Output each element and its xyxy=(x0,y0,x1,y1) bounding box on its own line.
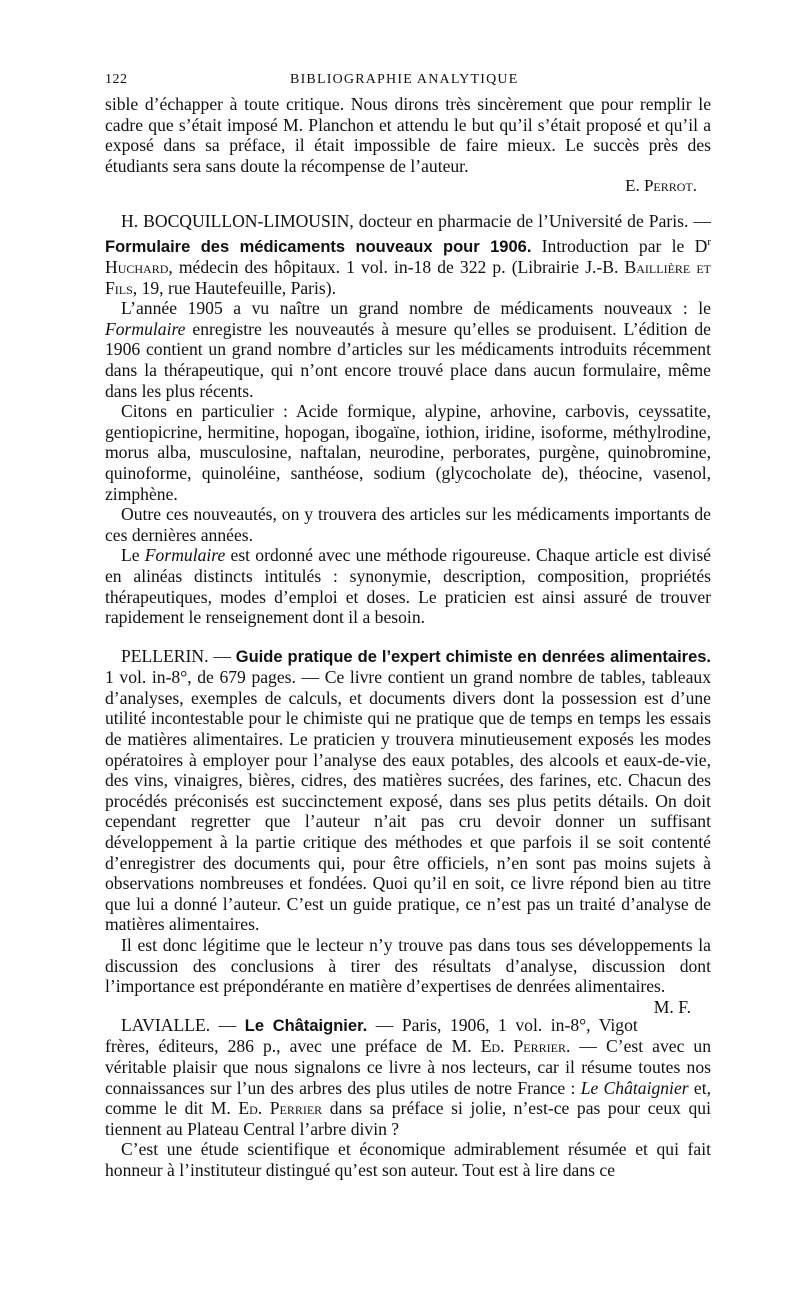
review-paragraph xyxy=(105,935,711,1017)
book-title: Le Châtaignier. xyxy=(244,1016,368,1035)
review-signature: M. F. xyxy=(653,996,691,1017)
preface-author: Ed. Perrier. xyxy=(480,1036,571,1057)
review-paragraph: Outre ces nouveautés, on y trouvera des articles sur les médicaments importants de ces dernières années. xyxy=(105,504,711,545)
review-paragraph: sible d’échapper à toute critique. Nous dirons très sincèrement que pour remplir le cadre que s’était imposé M. Planchon et attendu le but qu’il s’était proposé et qu’il a exposé dans sa préface, il était impossible de faire mieux. Le succès près des étudiants sera sans doute la récompense de l’auteur. xyxy=(105,94,711,176)
text-run: — Paris, 1906, 1 vol. in-8°, Vigot frères, éditeurs, 286 p., avec une préface de M. xyxy=(105,1014,638,1057)
preface-author: Ed. Perrier xyxy=(238,1098,323,1119)
text-run: enregistre les nouveautés à mesure qu’elles se produisent. L’édition de 1906 contient un grand nombre d’articles sur les médicaments introduits récemment dans la thérapeutique, qui n’ont encore trouvé place dans aucun formulaire, même dans les plus récents. xyxy=(105,318,711,401)
text-run: — xyxy=(210,1014,245,1035)
text-run: et, comme le dit M. xyxy=(105,1077,711,1119)
text-run: — xyxy=(208,645,236,666)
text-run: — C’est avec un véritable plaisir que nous signalons ce livre à nos lecteurs, car il résume toutes nos connaissances sur l’un des arbres des plus utiles de notre France : xyxy=(105,1036,711,1098)
italic-title: Formulaire xyxy=(105,318,186,339)
book-title: Guide pratique de l’expert chimiste en denrées alimentaires. xyxy=(235,647,712,666)
text-run: Il est donc légitime que le lecteur n’y trouve pas dans tous ses développements la discussion des conclusions à tirer des résultats d’analyse, discussion dont l’importance est prépondérante en matière d’expertises de denrées alimentaires. xyxy=(105,935,711,997)
citation-superscript: r xyxy=(707,235,711,248)
italic-title: Formulaire xyxy=(144,545,226,566)
review-signature: E. Perrot. xyxy=(625,176,697,196)
author-name: LAVIALLE. xyxy=(121,1014,211,1035)
running-title: BIBLIOGRAPHIE ANALYTIQUE xyxy=(290,72,519,87)
review-entry-pellerin xyxy=(105,645,712,1017)
book-title: Formulaire des médicaments nouveaux pour 1906. xyxy=(105,237,532,256)
page-number: 122 xyxy=(105,72,128,87)
review-paragraph: Citons en particulier : Acide formique, alypine, arhovine, carbovis, ceyssatite, gentiopicrine, hermitine, hopogan, ibogaïne, iothion, iridine, isoforme, méthylrodine, morus alba, musculosine, naftalan, neurodine, perborates, purgène, quinobromine, quinoforme, quinoléine, santhéose, sodium (glycocholate de), théocine, vasenol, zimphène. xyxy=(105,401,711,504)
review-paragraph xyxy=(105,298,711,401)
text-run: L’année 1905 a vu naître un grand nombre de médicaments nouveaux : le xyxy=(121,298,711,319)
introducer-name: Huchard, xyxy=(105,257,173,278)
text-run: est ordonné avec une méthode rigoureuse. Chaque article est divisé en alinéas distincts intitulés : synonymie, description, composition, propriétés thérapeutiques, modes d’emploi et doses. Le praticien est ainsi assuré de trouver rapidement le renseignement dont il a besoin. xyxy=(105,545,711,628)
text-run: 1 vol. in-8°, de 679 pages. — Ce livre contient un grand nombre de tables, tableaux d’analyses, exemples de calculs, et documents divers dont la possession est d’une utilité incontestable pour le chimiste qui ne pratique que de temps en temps les essais de matières alimentaires. Le praticien y trouvera minutieusement exposés les modes opératoires à employer pour l’analyse des eaux potables, des alcools et eaux-de-vie, des vins, vinaigres, bières, cidres, des matières sucrées, des farines, etc. Chacun des procédés préconisés est succinctement exposé, dans ses plus petits détails. On doit cependant regretter que l’auteur n’ait pas cru devoir donner un suffisant développement à la partie critique des méthodes et que parfois il se soit contenté d’enregistrer des documents qui, pour être officiels, n’en sont pas moins sujets à observations nombreuses et fondées. Quoi qu’il en soit, ce livre répond bien au titre que lui a donné l’auteur. C’est un guide pratique, ce n’est pas un traité d’analyse de matières alimentaires. xyxy=(105,667,711,935)
review-paragraph xyxy=(105,545,711,627)
publisher-name: Baillière et Fils, xyxy=(105,257,711,298)
italic-title: Le Châtaignier xyxy=(580,1077,689,1098)
text-run: dans sa préface si jolie, n’est-ce pas pour ceux qui tiennent au Plateau Central l’arbre divin ? xyxy=(105,1098,711,1139)
review-paragraph: C’est une étude scientifique et économique admirablement résumée et qui fait honneur à l’instituteur distingué qu’est son auteur. Tout est à lire dans ce xyxy=(105,1139,711,1180)
citation-text: médecin des hôpitaux. 1 vol. in-18 de 322 p. (Librairie J.-B. xyxy=(172,257,625,278)
citation-text: 19, rue Hautefeuille, Paris). xyxy=(137,277,337,298)
page xyxy=(105,72,711,1181)
citation-text: Introduction par le D xyxy=(531,235,708,256)
review-paragraph xyxy=(105,1015,711,1140)
author-name: H. BOCQUILLON-LIMOUSIN, xyxy=(121,210,354,231)
author-description: docteur en pharmacie de l’Université de Paris. — xyxy=(353,210,711,231)
citation-paragraph xyxy=(105,211,711,298)
review-paragraph xyxy=(105,646,711,935)
review-entry-planchon xyxy=(105,94,711,197)
text-run: Le xyxy=(121,545,145,566)
author-name: PELLERIN. xyxy=(121,645,209,666)
review-entry-bocquillon xyxy=(105,211,711,628)
running-header xyxy=(105,72,711,88)
review-entry-lavialle xyxy=(105,1015,711,1181)
